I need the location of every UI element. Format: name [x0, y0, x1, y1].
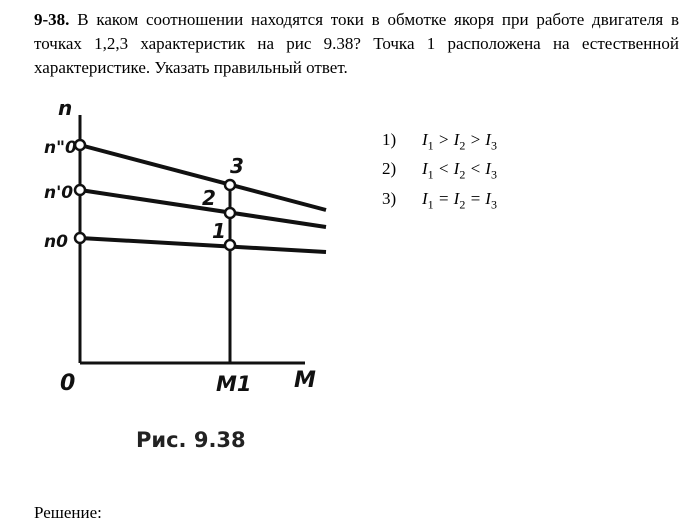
problem-statement [34, 8, 679, 80]
origin-label: 0 [60, 371, 76, 396]
point-n0 [75, 233, 85, 243]
answer-index: 3) [382, 188, 397, 208]
m1-label: M1 [216, 372, 252, 396]
point-2-label: 2 [202, 186, 216, 210]
point-1-label: 1 [212, 219, 226, 243]
point-n0-prime [75, 185, 85, 195]
answer-options [382, 128, 497, 216]
natural-characteristic-line [80, 238, 326, 252]
problem-number: 9-38. [34, 10, 70, 29]
answer-expression: $I_1 = I_2 = I_3$ [422, 188, 497, 212]
figure-caption: Рис. 9.38 [136, 428, 246, 452]
point-2 [225, 208, 235, 218]
point-3 [225, 180, 235, 190]
answer-index: 1) [382, 130, 397, 149]
characteristics-diagram [40, 95, 340, 475]
answer-option-1[interactable] [382, 128, 497, 157]
x-axis-label: M [294, 368, 316, 393]
point-1 [225, 240, 235, 250]
figure-9-38 [40, 95, 340, 475]
label-n0: n0 [44, 232, 68, 252]
answer-option-2[interactable] [382, 157, 497, 186]
point-3-label: 3 [230, 154, 244, 178]
answer-option-3[interactable] [382, 187, 497, 216]
label-n0-double-prime: n"0 [44, 138, 77, 158]
answer-index: 2) [382, 159, 397, 179]
label-n0-prime: n'0 [44, 183, 74, 203]
problem-text: В каком соотношении находятся токи в обмотке якоря при работе двигателя в точках 1,2,3 характеристик на рис 9.38? Точка 1 расположена на естественной характеристике. Указать правильный ответ. [34, 10, 679, 77]
answer-expression: $I_1 < I_2 < I_3$ [422, 159, 497, 182]
solution-label: Решение: [34, 503, 102, 522]
y-axis-label: n [58, 96, 73, 120]
answer-expression: $I_1 > I_2 > I_3$ [422, 130, 497, 153]
